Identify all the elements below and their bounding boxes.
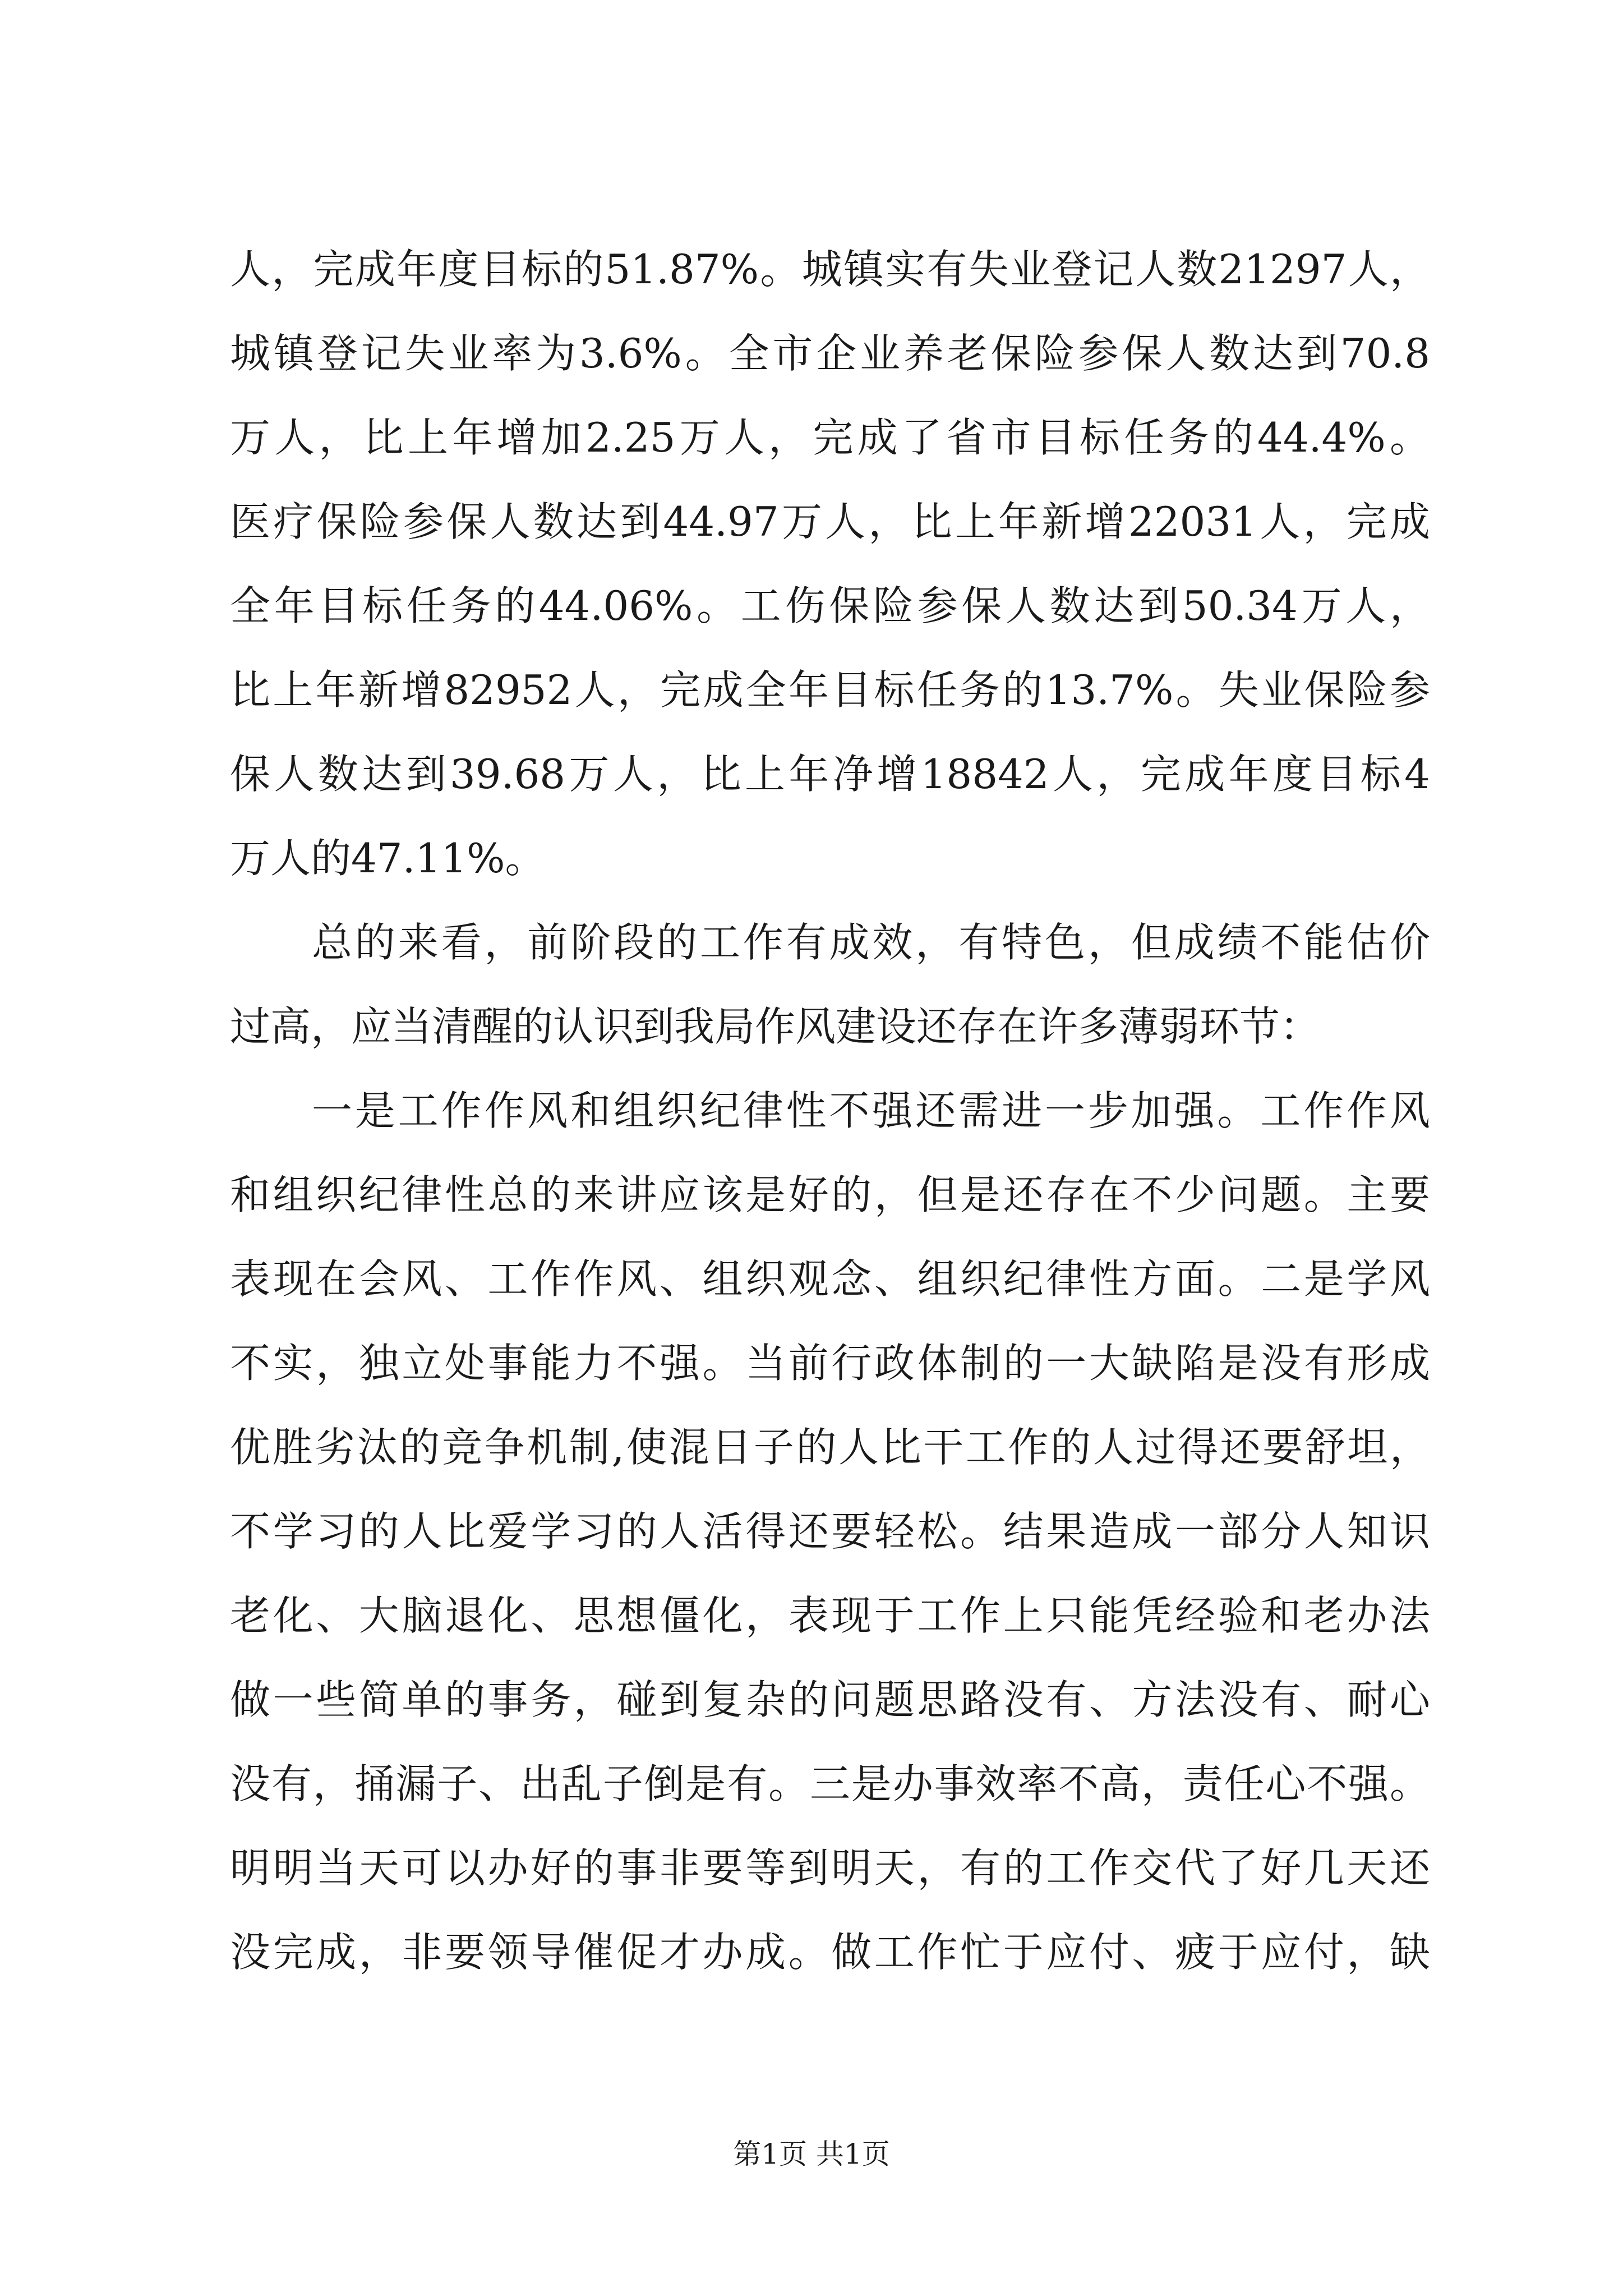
text-line: 不学习的人比爱学习的人活得还要轻松。结果造成一部分人知识: [230, 1508, 1430, 1555]
paragraph-start-line: 一是工作作风和组织纪律性不强还需进一步加强。工作作风: [312, 1087, 1430, 1134]
text-line: 优胜劣汰的竞争机制,使混日子的人比干工作的人过得还要舒坦，: [230, 1424, 1430, 1471]
text-line: 不实，独立处事能力不强。当前行政体制的一大缺陷是没有形成: [230, 1340, 1430, 1387]
text-line: 做一些简单的事务，碰到复杂的问题思路没有、方法没有、耐心: [230, 1676, 1430, 1723]
body-text: [230, 227, 1430, 1994]
paragraph-start-line: 总的来看，前阶段的工作有成效，有特色，但成绩不能估价: [312, 919, 1430, 966]
text-line: 医疗保险参保人数达到44.97万人，比上年新增22031人，完成: [230, 498, 1430, 545]
text-line: 老化、大脑退化、思想僵化，表现于工作上只能凭经验和老办法: [230, 1592, 1430, 1639]
text-line: 没有，捅漏子、出乱子倒是有。三是办事效率不高，责任心不强。: [230, 1760, 1430, 1807]
text-line: 全年目标任务的44.06%。工伤保险参保人数达到50.34万人，: [230, 582, 1430, 629]
text-line: 保人数达到39.68万人，比上年净增18842人，完成年度目标4: [230, 751, 1430, 798]
text-line: 没完成，非要领导催促才办成。做工作忙于应付、疲于应付，缺: [230, 1929, 1430, 1976]
text-line: 万人，比上年增加2.25万人，完成了省市目标任务的44.4%。: [230, 414, 1430, 461]
page-number-label: 第1页 共1页: [733, 2138, 890, 2170]
text-line: 人，完成年度目标的51.87%。城镇实有失业登记人数21297人，: [230, 246, 1430, 293]
text-line: 比上年新增82952人，完成全年目标任务的13.7%。失业保险参: [230, 666, 1430, 714]
page-footer: [0, 2134, 1623, 2174]
text-line: 表现在会风、工作作风、组织观念、组织纪律性方面。二是学风: [230, 1255, 1430, 1303]
text-line: 和组织纪律性总的来讲应该是好的，但是还存在不少问题。主要: [230, 1171, 1430, 1218]
text-line: 过高，应当清醒的认识到我局作风建设还存在许多薄弱环节：: [230, 1003, 1321, 1050]
text-line: 明明当天可以办好的事非要等到明天，有的工作交代了好几天还: [230, 1844, 1430, 1892]
text-line: 万人的47.11%。: [230, 835, 546, 882]
text-line: 城镇登记失业率为3.6%。全市企业养老保险参保人数达到70.8: [230, 330, 1430, 377]
